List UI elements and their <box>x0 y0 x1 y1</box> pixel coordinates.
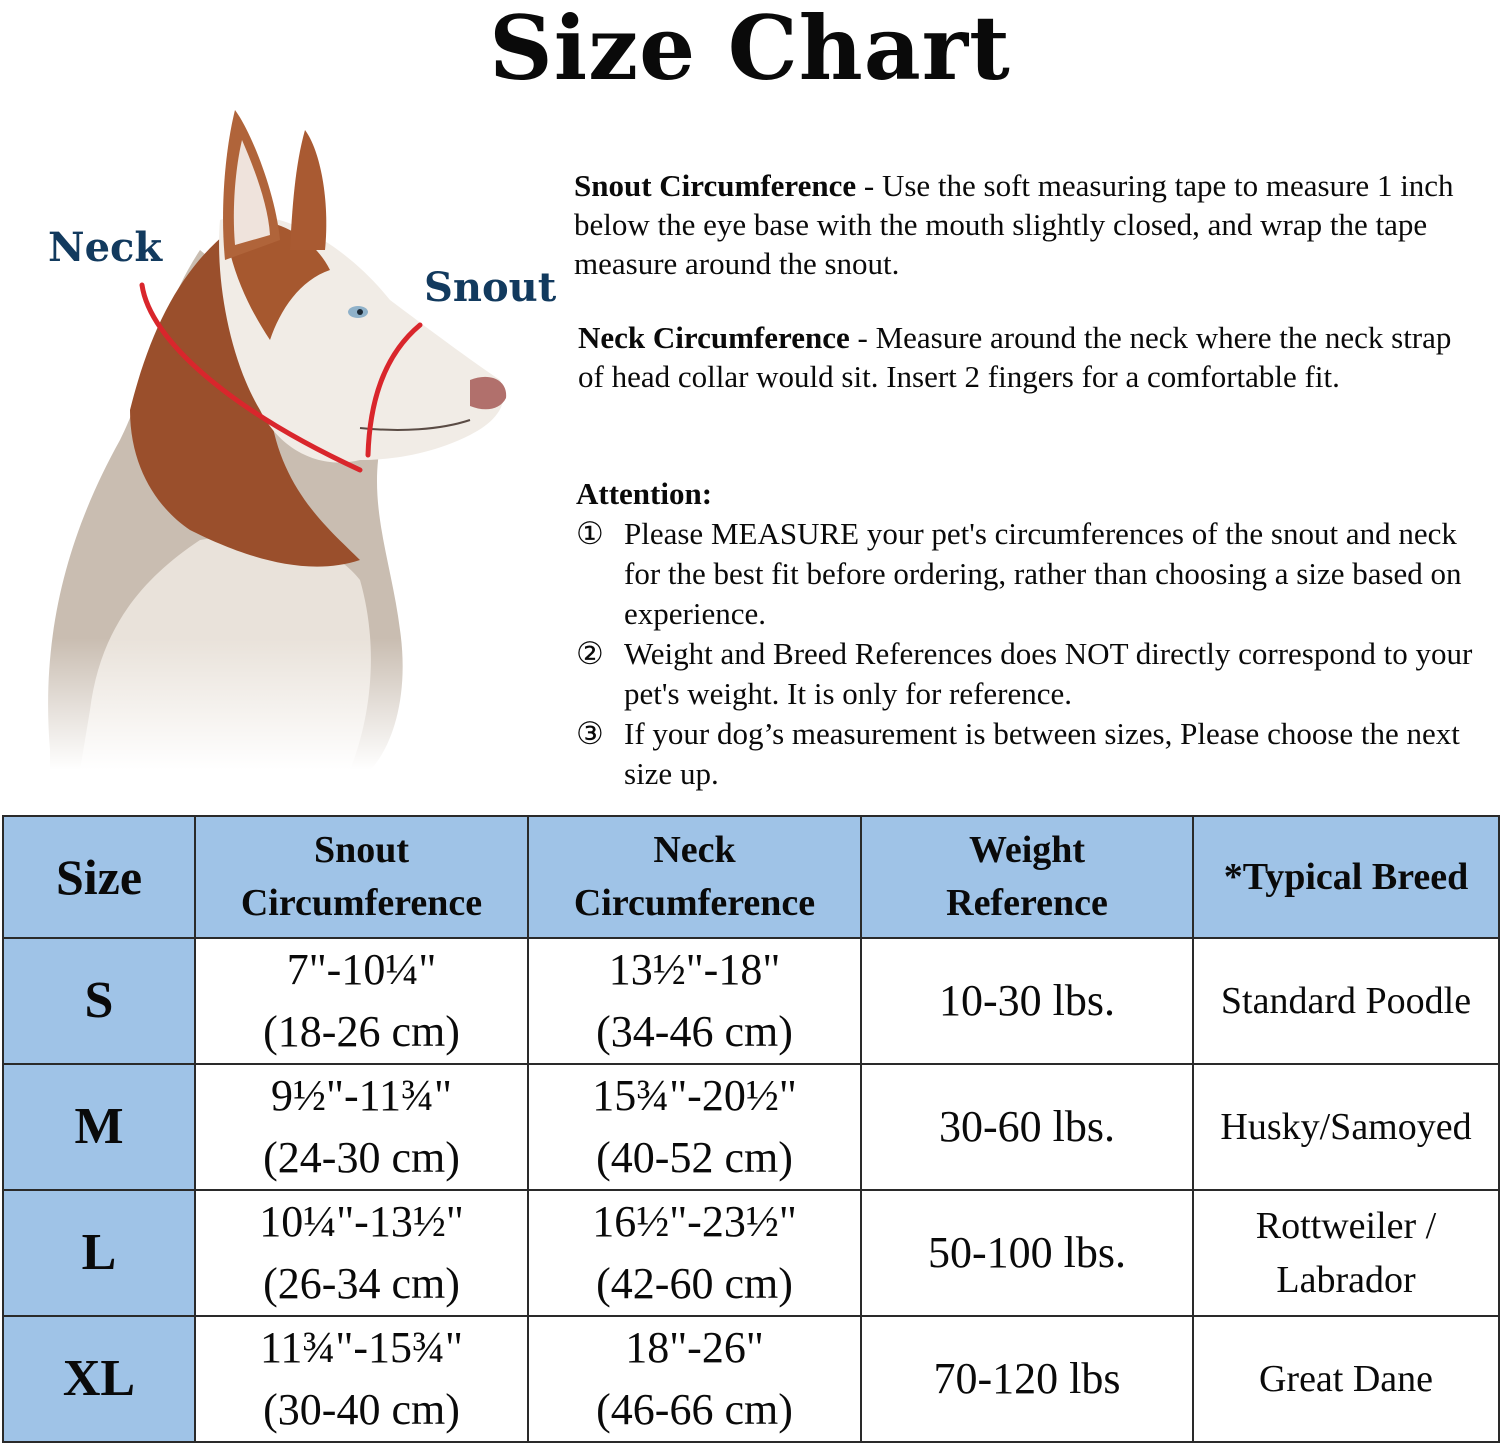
table-row <box>3 938 1499 1064</box>
attention-item-text: If your dog’s measurement is between sizes, Please choose the next size up. <box>624 716 1460 791</box>
attention-item <box>576 634 1500 714</box>
header-size: Size <box>3 816 195 938</box>
table-header-row <box>3 816 1499 938</box>
header-neck-circumference <box>528 816 861 938</box>
neck-inches: 18"-26" <box>625 1323 764 1372</box>
header-line: Circumference <box>573 882 816 924</box>
breed-line: Husky/Samoyed <box>1220 1106 1472 1148</box>
header-weight-reference <box>861 816 1193 938</box>
size-cell: L <box>3 1190 195 1316</box>
attention-title: Attention: <box>576 476 713 511</box>
weight-cell: 30-60 lbs. <box>861 1064 1193 1190</box>
circled-number-2-icon: ② <box>576 636 604 671</box>
page-title: Size Chart <box>489 0 1011 100</box>
snout-inches: 9½"-11¾" <box>271 1071 452 1120</box>
header-snout-circumference <box>195 816 528 938</box>
snout-cm: (30-40 cm) <box>263 1385 460 1434</box>
neck-cell <box>528 1316 861 1442</box>
neck-cm: (40-52 cm) <box>596 1133 793 1182</box>
breed-line: Labrador <box>1276 1259 1416 1301</box>
snout-inches: 10¼"-13½" <box>259 1197 464 1246</box>
snout-cm: (18-26 cm) <box>263 1007 460 1056</box>
attention-section <box>576 474 1500 794</box>
attention-item <box>576 714 1500 794</box>
breed-cell <box>1193 1316 1499 1442</box>
neck-cell <box>528 1190 861 1316</box>
neck-cm: (42-60 cm) <box>596 1259 793 1308</box>
separator: - <box>849 320 876 355</box>
snout-cell <box>195 1190 528 1316</box>
breed-cell <box>1193 938 1499 1064</box>
header-line: Snout <box>313 829 410 871</box>
header-typical-breed: *Typical Breed <box>1193 816 1499 938</box>
snout-cm: (26-34 cm) <box>263 1259 460 1308</box>
attention-item-text: Weight and Breed References does NOT directly correspond to your pet's weight. It is only for reference. <box>624 636 1473 711</box>
snout-cell <box>195 1316 528 1442</box>
breed-line: Rottweiler / <box>1255 1205 1437 1247</box>
size-cell: M <box>3 1064 195 1190</box>
snout-cell <box>195 938 528 1064</box>
breed-line: Great Dane <box>1258 1358 1434 1400</box>
attention-item <box>576 514 1500 634</box>
weight-cell: 10-30 lbs. <box>861 938 1193 1064</box>
snout-cell <box>195 1064 528 1190</box>
neck-inches: 13½"-18" <box>608 945 781 994</box>
neck-cell <box>528 938 861 1064</box>
neck-label: Neck <box>48 224 163 271</box>
snout-instruction-heading: Snout Circumference <box>574 168 857 203</box>
neck-instruction <box>578 318 1478 396</box>
neck-cell <box>528 1064 861 1190</box>
header-line: Weight <box>968 829 1086 871</box>
circled-number-1-icon: ① <box>576 516 604 551</box>
dog-measurement-illustration <box>30 110 550 770</box>
breed-line: Standard Poodle <box>1220 980 1472 1022</box>
header-line: Circumference <box>240 882 483 924</box>
neck-cm: (46-66 cm) <box>596 1385 793 1434</box>
snout-instruction-text: Use the soft measuring tape to measure 1 inch below the eye base with the mouth slightly closed, and wrap the tape measure around the snout. <box>574 168 1454 281</box>
size-cell: XL <box>3 1316 195 1442</box>
husky-dog-icon <box>30 110 550 770</box>
weight-cell: 70-120 lbs <box>861 1316 1193 1442</box>
size-cell: S <box>3 938 195 1064</box>
snout-inches: 7"-10¼" <box>286 945 437 994</box>
neck-cm: (34-46 cm) <box>596 1007 793 1056</box>
header-line: Neck <box>653 829 736 871</box>
table-row <box>3 1316 1499 1442</box>
snout-instruction <box>574 166 1474 283</box>
weight-cell: 50-100 lbs. <box>861 1190 1193 1316</box>
header-line: Reference <box>946 882 1108 924</box>
circled-number-3-icon: ③ <box>576 716 604 751</box>
neck-inches: 16½"-23½" <box>592 1197 797 1246</box>
attention-item-text: Please MEASURE your pet's circumferences of the snout and neck for the best fit before ordering, rather than choosing a size based on experience. <box>624 516 1462 631</box>
snout-cm: (24-30 cm) <box>263 1133 460 1182</box>
breed-cell <box>1193 1190 1499 1316</box>
table-row <box>3 1064 1499 1190</box>
neck-inches: 15¾"-20½" <box>592 1071 797 1120</box>
neck-instruction-text: Measure around the neck where the neck strap of head collar would sit. Insert 2 fingers for a comfortable fit. <box>578 320 1452 394</box>
size-table <box>2 815 1500 1443</box>
snout-inches: 11¾"-15¾" <box>260 1323 463 1372</box>
breed-cell <box>1193 1064 1499 1190</box>
separator: - <box>856 168 882 203</box>
neck-instruction-heading: Neck Circumference <box>578 320 850 355</box>
snout-label: Snout <box>424 264 557 311</box>
table-row <box>3 1190 1499 1316</box>
